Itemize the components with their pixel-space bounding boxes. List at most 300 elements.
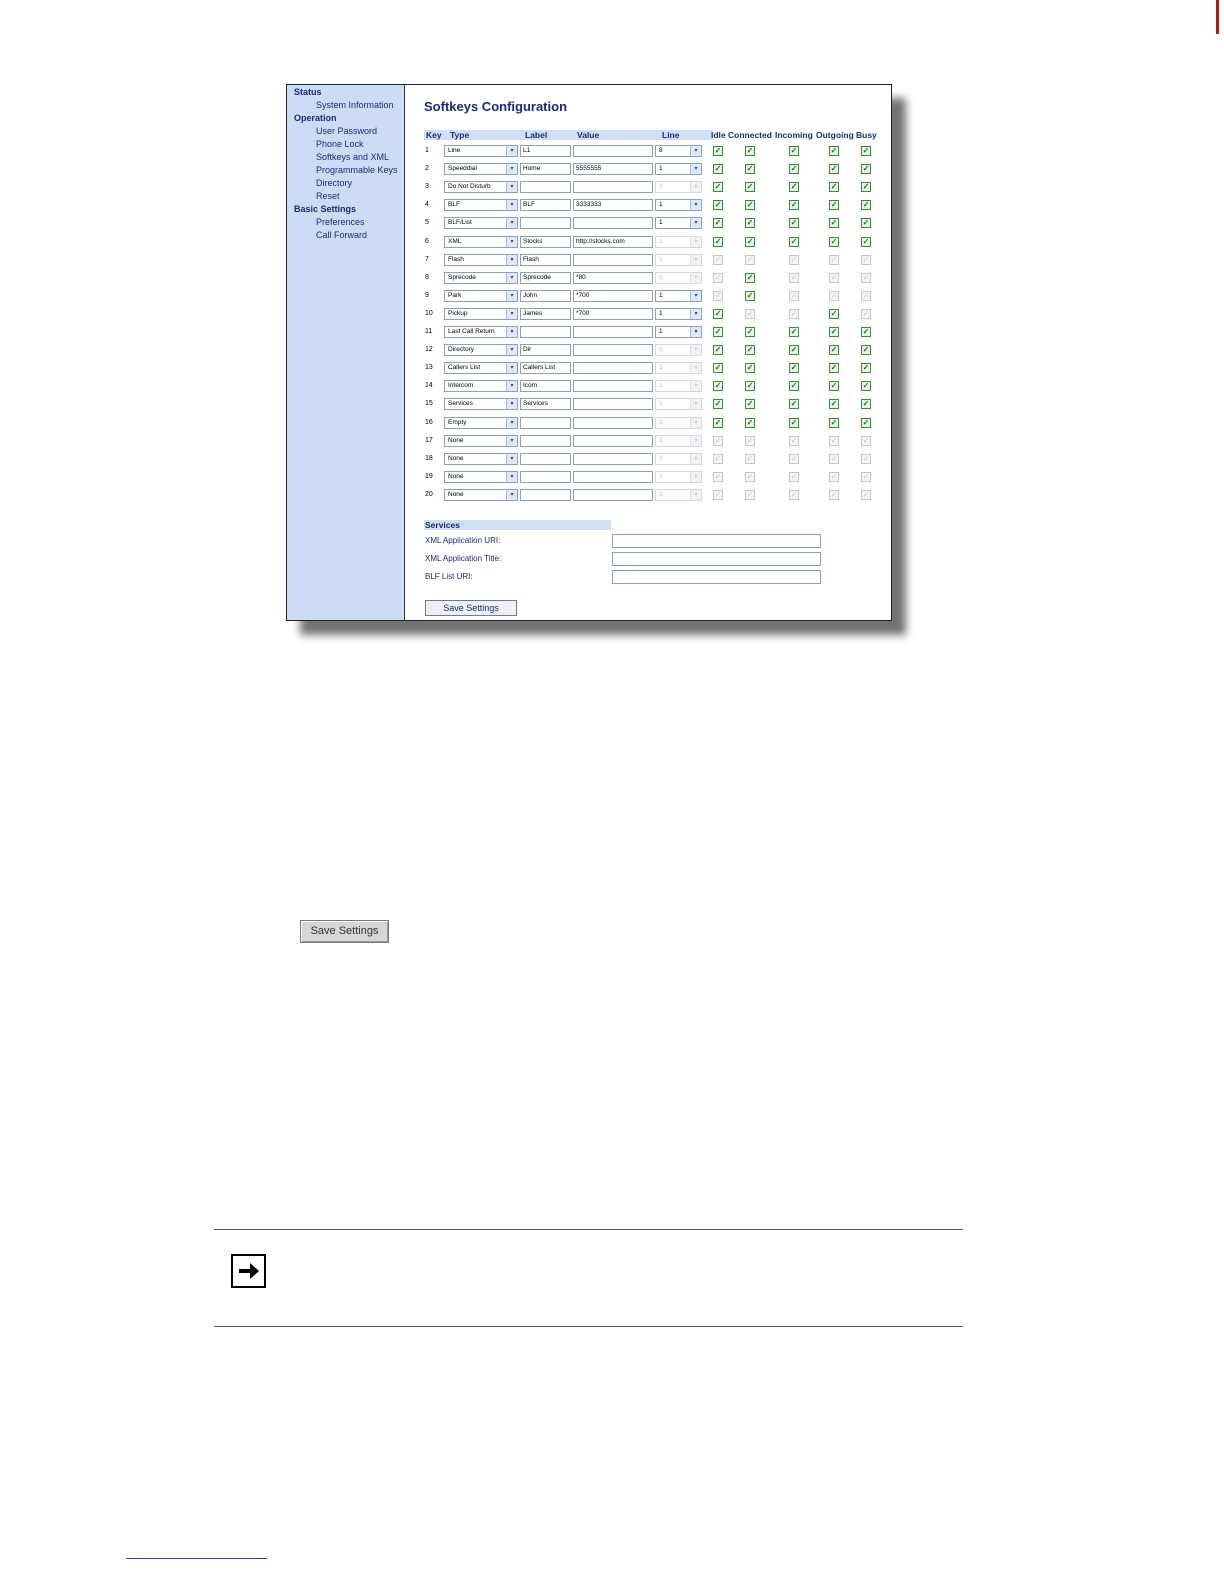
type-select[interactable]: [444, 380, 518, 392]
state-checkbox: ✓: [830, 254, 838, 264]
line-select-value: 1: [659, 219, 663, 227]
label-field[interactable]: Sprecode: [520, 272, 571, 284]
state-checkbox[interactable]: ✓: [714, 327, 722, 336]
nav-item-link[interactable]: Directory: [316, 178, 353, 188]
nav-item-link[interactable]: Softkeys and XML: [316, 152, 390, 162]
nav-section-heading[interactable]: Operation: [294, 113, 337, 123]
value-field[interactable]: http://stocks.com: [573, 236, 653, 248]
chevron-down-icon: ▾: [506, 399, 517, 409]
type-select-value: Park: [448, 291, 462, 299]
type-select[interactable]: [444, 217, 518, 229]
value-field[interactable]: [573, 326, 653, 338]
chevron-down-icon: ▾: [690, 237, 701, 247]
column-header: Value: [577, 130, 600, 140]
line-select: [655, 236, 702, 248]
line-select: [655, 435, 702, 447]
service-field-input[interactable]: [612, 552, 821, 566]
line-select[interactable]: [655, 290, 702, 302]
line-select: [655, 344, 702, 356]
value-field[interactable]: [573, 471, 653, 483]
state-checkbox[interactable]: ✓: [790, 218, 798, 228]
value-field[interactable]: *700: [573, 290, 653, 302]
page-title: Softkeys Configuration: [424, 99, 568, 114]
state-checkbox[interactable]: ✓: [746, 417, 754, 427]
value-field[interactable]: [573, 398, 653, 410]
label-field[interactable]: Services: [520, 398, 571, 410]
state-checkbox[interactable]: ✓: [790, 363, 798, 373]
state-checkbox[interactable]: ✓: [790, 381, 798, 391]
chevron-down-icon: ▾: [690, 182, 701, 192]
state-checkbox: ✓: [790, 290, 798, 300]
label-field[interactable]: [520, 417, 571, 429]
type-select[interactable]: [444, 145, 518, 157]
table-row: [406, 217, 891, 231]
state-checkbox[interactable]: ✓: [746, 182, 754, 192]
state-checkbox[interactable]: ✓: [830, 399, 838, 409]
chevron-down-icon: ▾: [690, 418, 701, 428]
state-checkbox[interactable]: ✓: [746, 381, 754, 391]
label-field[interactable]: [520, 489, 571, 501]
chevron-down-icon: ▾: [506, 255, 517, 265]
line-select-value: 1: [659, 328, 663, 335]
state-checkbox[interactable]: ✓: [746, 200, 754, 210]
state-checkbox: ✓: [790, 435, 798, 445]
state-checkbox[interactable]: ✓: [862, 381, 870, 391]
state-checkbox[interactable]: ✓: [830, 417, 838, 427]
state-checkbox[interactable]: ✓: [714, 363, 722, 373]
save-settings-button[interactable]: Save Settings: [425, 600, 517, 616]
line-select[interactable]: [655, 199, 702, 211]
state-checkbox: ✓: [862, 308, 870, 318]
service-field-label: XML Application Title:: [425, 554, 502, 563]
state-checkbox: ✓: [714, 489, 722, 499]
state-checkbox: ✓: [790, 308, 798, 318]
state-checkbox[interactable]: ✓: [830, 182, 838, 192]
chevron-down-icon: ▾: [506, 182, 517, 192]
type-select-value: Speeddial: [448, 165, 477, 173]
state-checkbox[interactable]: ✓: [790, 164, 798, 174]
state-checkbox[interactable]: ✓: [830, 345, 838, 355]
table-row: [406, 254, 891, 268]
state-checkbox: ✓: [862, 290, 870, 300]
label-field[interactable]: [520, 453, 571, 465]
chevron-down-icon: ▾: [690, 472, 701, 482]
type-select[interactable]: [444, 417, 518, 429]
type-select-value: Empty: [448, 418, 467, 426]
chevron-down-icon: ▾: [690, 345, 701, 355]
nav-item-link[interactable]: User Password: [316, 126, 378, 136]
line-select-value: 1: [659, 201, 663, 209]
label-field[interactable]: Dir: [520, 344, 571, 356]
label-field[interactable]: Stocks: [520, 236, 571, 248]
state-checkbox[interactable]: ✓: [862, 327, 870, 336]
state-checkbox[interactable]: ✓: [862, 200, 870, 210]
label-field[interactable]: [520, 435, 571, 447]
type-select[interactable]: [444, 471, 518, 483]
nav-item-link[interactable]: Programmable Keys: [316, 165, 398, 175]
state-checkbox[interactable]: ✓: [790, 200, 798, 210]
state-checkbox[interactable]: ✓: [746, 164, 754, 174]
key-number: 3: [425, 183, 429, 191]
state-checkbox: ✓: [830, 435, 838, 445]
key-number: 4: [425, 201, 429, 209]
state-checkbox[interactable]: ✓: [746, 218, 754, 228]
nav-section-heading[interactable]: Status: [294, 87, 322, 97]
state-checkbox[interactable]: ✓: [714, 417, 722, 427]
state-checkbox: ✓: [714, 254, 722, 264]
type-select-value: BLF: [448, 201, 460, 209]
state-checkbox[interactable]: ✓: [714, 236, 722, 246]
type-select-value: Callers List: [448, 364, 481, 372]
state-checkbox[interactable]: ✓: [830, 363, 838, 373]
type-select-value: BLF/List: [448, 219, 472, 227]
line-select[interactable]: [655, 217, 702, 229]
type-select-value: None: [448, 490, 464, 498]
value-field[interactable]: [573, 217, 653, 229]
state-checkbox[interactable]: ✓: [790, 399, 798, 409]
chevron-down-icon: ▾: [690, 200, 701, 210]
table-row: [406, 199, 891, 213]
line-select-value: 1: [659, 436, 663, 444]
value-field[interactable]: [573, 435, 653, 447]
line-select-value: 1: [659, 490, 663, 498]
type-select-value: Services: [448, 400, 473, 408]
key-number: 10: [425, 309, 433, 317]
value-field[interactable]: [573, 417, 653, 429]
state-checkbox[interactable]: ✓: [862, 417, 870, 427]
key-number: 5: [425, 219, 429, 227]
chevron-down-icon: ▾: [690, 146, 701, 156]
type-select[interactable]: [444, 181, 518, 193]
state-checkbox[interactable]: ✓: [746, 272, 754, 282]
column-header: Outgoing: [816, 130, 854, 140]
table-row: [406, 435, 891, 449]
nav-item-link[interactable]: Reset: [316, 191, 340, 201]
chevron-down-icon: ▾: [690, 255, 701, 265]
key-number: 12: [425, 346, 433, 354]
chevron-down-icon: ▾: [506, 363, 517, 373]
table-row: [406, 489, 891, 503]
value-field[interactable]: [573, 145, 653, 157]
chevron-down-icon: ▾: [506, 309, 517, 319]
type-select-value: XML: [448, 237, 462, 245]
label-field[interactable]: James: [520, 308, 571, 320]
value-field[interactable]: [573, 489, 653, 501]
key-number: 1: [425, 147, 429, 154]
chevron-down-icon: ▾: [690, 454, 701, 464]
state-checkbox[interactable]: ✓: [790, 345, 798, 355]
chevron-down-icon: ▾: [690, 309, 701, 319]
type-select-value: Line: [448, 147, 461, 154]
state-checkbox[interactable]: ✓: [830, 327, 838, 336]
line-select[interactable]: [655, 163, 702, 175]
type-select-value: Intercom: [448, 382, 474, 390]
state-checkbox[interactable]: ✓: [714, 182, 722, 192]
type-select[interactable]: [444, 326, 518, 338]
state-checkbox[interactable]: ✓: [862, 363, 870, 373]
type-select[interactable]: [444, 163, 518, 175]
state-checkbox: ✓: [790, 272, 798, 282]
line-select-value: 1: [659, 418, 663, 426]
main-panel: [406, 85, 891, 620]
state-checkbox[interactable]: ✓: [830, 381, 838, 391]
state-checkbox[interactable]: ✓: [746, 146, 754, 155]
state-checkbox[interactable]: ✓: [790, 182, 798, 192]
column-header: Key: [426, 130, 442, 140]
state-checkbox[interactable]: ✓: [830, 200, 838, 210]
state-checkbox[interactable]: ✓: [714, 308, 722, 318]
table-row: [406, 290, 891, 304]
key-number: 17: [425, 436, 433, 444]
line-select-value: 1: [659, 255, 663, 263]
state-checkbox: ✓: [790, 489, 798, 499]
line-select: [655, 417, 702, 429]
line-select-value: 1: [659, 237, 663, 245]
value-field[interactable]: 3333333: [573, 199, 653, 211]
line-select: [655, 489, 702, 501]
service-field-input[interactable]: [612, 570, 821, 584]
state-checkbox: ✓: [746, 453, 754, 463]
label-field[interactable]: [520, 181, 571, 193]
type-select[interactable]: [444, 290, 518, 302]
column-header: Label: [525, 130, 548, 140]
page-edge-marker: [1216, 0, 1219, 34]
nav-item-link[interactable]: Call Forward: [316, 230, 368, 240]
key-number: 20: [425, 490, 433, 498]
column-header: Line: [662, 130, 680, 140]
table-row: [406, 308, 891, 322]
state-checkbox[interactable]: ✓: [746, 363, 754, 373]
table-row: [406, 362, 891, 376]
state-checkbox[interactable]: ✓: [862, 399, 870, 409]
state-checkbox: ✓: [714, 453, 722, 463]
state-checkbox[interactable]: ✓: [714, 146, 722, 155]
state-checkbox[interactable]: ✓: [862, 164, 870, 174]
line-select-value: 8: [659, 147, 663, 154]
type-select[interactable]: [444, 489, 518, 501]
table-row: [406, 417, 891, 431]
state-checkbox: ✓: [862, 272, 870, 282]
state-checkbox: ✓: [746, 254, 754, 264]
state-checkbox: ✓: [714, 272, 722, 282]
state-checkbox[interactable]: ✓: [714, 218, 722, 228]
chevron-down-icon: ▾: [690, 490, 701, 500]
value-field[interactable]: [573, 380, 653, 392]
footer-link-underline: [126, 1558, 267, 1559]
state-checkbox[interactable]: ✓: [746, 236, 754, 246]
label-field[interactable]: BLF: [520, 199, 571, 211]
value-field[interactable]: *700: [573, 308, 653, 320]
type-select[interactable]: [444, 453, 518, 465]
key-number: 18: [425, 454, 433, 462]
sidebar-nav: [287, 85, 405, 620]
chevron-down-icon: ▾: [506, 291, 517, 301]
state-checkbox[interactable]: ✓: [862, 182, 870, 192]
key-number: 9: [425, 291, 429, 299]
key-number: 19: [425, 472, 433, 480]
type-select[interactable]: [444, 435, 518, 447]
type-select-value: Last Call Return: [448, 328, 495, 335]
line-select-value: 1: [659, 291, 663, 299]
state-checkbox[interactable]: ✓: [862, 146, 870, 155]
label-field[interactable]: Home: [520, 163, 571, 175]
service-field-label: XML Application URI:: [425, 536, 501, 545]
state-checkbox[interactable]: ✓: [714, 200, 722, 210]
state-checkbox[interactable]: ✓: [746, 290, 754, 300]
label-field[interactable]: L1: [520, 145, 571, 157]
type-select[interactable]: [444, 199, 518, 211]
chevron-down-icon: ▾: [506, 490, 517, 500]
state-checkbox[interactable]: ✓: [746, 399, 754, 409]
line-select[interactable]: [655, 326, 702, 338]
label-field[interactable]: [520, 217, 571, 229]
state-checkbox[interactable]: ✓: [790, 327, 798, 336]
column-header: Busy: [856, 130, 877, 140]
state-checkbox[interactable]: ✓: [746, 327, 754, 336]
chevron-down-icon: ▾: [690, 436, 701, 446]
table-row: [406, 471, 891, 485]
state-checkbox[interactable]: ✓: [862, 345, 870, 355]
value-field[interactable]: [573, 362, 653, 374]
label-field[interactable]: John: [520, 290, 571, 302]
key-number: 6: [425, 237, 429, 245]
state-checkbox: ✓: [790, 471, 798, 481]
line-select-value: 1: [659, 183, 663, 191]
nav-item-link[interactable]: System Information: [316, 100, 394, 110]
state-checkbox[interactable]: ✓: [790, 146, 798, 155]
type-select[interactable]: [444, 272, 518, 284]
type-select[interactable]: [444, 308, 518, 320]
chevron-down-icon: ▾: [506, 436, 517, 446]
state-checkbox: ✓: [790, 453, 798, 463]
table-row: [406, 380, 891, 394]
chevron-down-icon: ▾: [690, 164, 701, 174]
line-select: [655, 398, 702, 410]
line-select: [655, 380, 702, 392]
chevron-down-icon: ▾: [506, 237, 517, 247]
line-select: [655, 471, 702, 483]
chevron-down-icon: ▾: [690, 218, 701, 228]
type-select-value: Flash: [448, 255, 464, 263]
state-checkbox[interactable]: ✓: [790, 417, 798, 427]
nav-section-heading[interactable]: Basic Settings: [294, 204, 357, 214]
state-checkbox[interactable]: ✓: [714, 164, 722, 174]
column-header: Connected: [728, 130, 772, 140]
line-select[interactable]: [655, 145, 702, 157]
value-field[interactable]: [573, 344, 653, 356]
state-checkbox[interactable]: ✓: [830, 218, 838, 228]
value-field[interactable]: [573, 254, 653, 266]
state-checkbox: ✓: [862, 453, 870, 463]
value-field[interactable]: *80: [573, 272, 653, 284]
value-field[interactable]: 5555555: [573, 163, 653, 175]
state-checkbox: ✓: [746, 308, 754, 318]
state-checkbox[interactable]: ✓: [830, 236, 838, 246]
state-checkbox: ✓: [790, 254, 798, 264]
chevron-down-icon: ▾: [506, 273, 517, 283]
chevron-down-icon: ▾: [690, 363, 701, 373]
type-select[interactable]: [444, 254, 518, 266]
state-checkbox[interactable]: ✓: [714, 381, 722, 391]
table-row: [406, 181, 891, 195]
nav-item-link[interactable]: Preferences: [316, 217, 365, 227]
state-checkbox[interactable]: ✓: [714, 399, 722, 409]
service-field-input[interactable]: [612, 534, 821, 548]
state-checkbox[interactable]: ✓: [830, 308, 838, 318]
type-select[interactable]: [444, 236, 518, 248]
line-select: [655, 181, 702, 193]
chevron-down-icon: ▾: [690, 381, 701, 391]
state-checkbox: ✓: [830, 290, 838, 300]
line-select: [655, 453, 702, 465]
column-header: Type: [450, 130, 470, 140]
state-checkbox: ✓: [830, 272, 838, 282]
line-select: [655, 254, 702, 266]
table-row: [406, 272, 891, 286]
label-field[interactable]: Icom: [520, 380, 571, 392]
save-settings-button-image[interactable]: Save Settings: [300, 920, 389, 943]
nav-item-link[interactable]: Phone Lock: [316, 139, 364, 149]
key-number: 15: [425, 400, 433, 408]
state-checkbox: ✓: [714, 471, 722, 481]
type-select[interactable]: [444, 362, 518, 374]
line-select-value: 1: [659, 472, 663, 480]
label-field[interactable]: [520, 326, 571, 338]
line-select-value: 1: [659, 454, 663, 462]
state-checkbox[interactable]: ✓: [830, 164, 838, 174]
state-checkbox[interactable]: ✓: [862, 236, 870, 246]
value-field[interactable]: [573, 181, 653, 193]
state-checkbox: ✓: [862, 489, 870, 499]
value-field[interactable]: [573, 453, 653, 465]
key-number: 16: [425, 418, 433, 426]
note-top-rule: [214, 1229, 963, 1230]
type-select-value: Pickup: [448, 309, 468, 317]
state-checkbox[interactable]: ✓: [862, 218, 870, 228]
state-checkbox[interactable]: ✓: [746, 345, 754, 355]
type-select[interactable]: [444, 398, 518, 410]
state-checkbox: ✓: [746, 435, 754, 445]
note-bottom-rule: [214, 1326, 963, 1327]
label-field[interactable]: Flash: [520, 254, 571, 266]
line-select[interactable]: [655, 308, 702, 320]
state-checkbox[interactable]: ✓: [830, 146, 838, 155]
chevron-down-icon: ▾: [506, 327, 517, 337]
line-select-value: 1: [659, 273, 663, 281]
label-field[interactable]: [520, 471, 571, 483]
key-number: 8: [425, 273, 429, 281]
state-checkbox[interactable]: ✓: [714, 345, 722, 355]
chevron-down-icon: ▾: [506, 200, 517, 210]
chevron-down-icon: ▾: [506, 164, 517, 174]
table-row: [406, 398, 891, 412]
key-number: 13: [425, 364, 433, 372]
column-header: Incoming: [775, 130, 813, 140]
column-header: Idle: [711, 130, 726, 140]
label-field[interactable]: Callers List: [520, 362, 571, 374]
state-checkbox[interactable]: ✓: [790, 236, 798, 246]
type-select[interactable]: [444, 344, 518, 356]
state-checkbox: ✓: [714, 290, 722, 300]
key-number: 11: [425, 328, 433, 335]
type-select-value: Sprecode: [448, 273, 476, 281]
type-select-value: None: [448, 436, 464, 444]
line-select-value: 1: [659, 346, 663, 354]
service-field-label: BLF List URI:: [425, 572, 473, 581]
chevron-down-icon: ▾: [506, 381, 517, 391]
state-checkbox: ✓: [746, 471, 754, 481]
key-number: 7: [425, 255, 429, 263]
